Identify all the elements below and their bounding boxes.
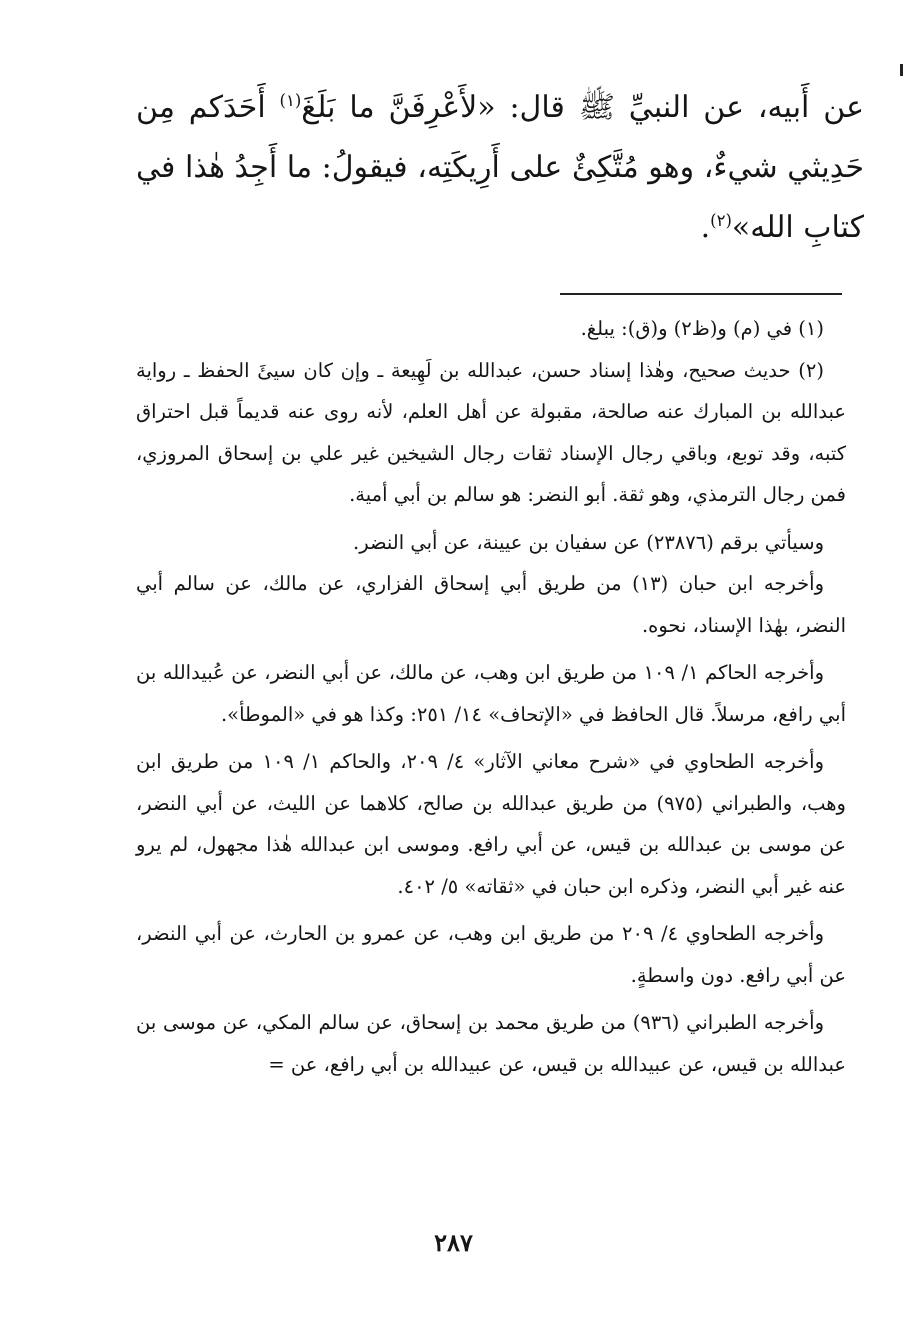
page-number: ٢٨٧: [434, 1228, 473, 1257]
hadith-text-end: .: [700, 210, 711, 245]
footnote-paragraph: وأخرجه الطحاوي في «شرح معاني الآثار» ٤/ ٢٠٩، والحاكم ١/ ١٠٩ من طريق ابن وهب، والطبراني (٩٧٥) من طريق عبدالله بن صالح، كلاهما عن الليث، عن أبي النضر، عن موسى بن عبدالله بن قيس، عن أبي رافع. وموسى ابن عبدالله هٰذا مجهول، لم يرو عنه غير أبي النضر، وذكره ابن حبان في «ثقاته» ٥/ ٤٠٢.: [136, 750, 846, 898]
footnote-paragraph: وسيأتي برقم (٢٣٨٧٦) عن سفيان بن عيينة، عن أبي النضر.: [353, 530, 824, 554]
hadith-paragraph: [136, 78, 864, 258]
hadith-text: [136, 78, 864, 258]
footnote-paragraph: وأخرجه الطبراني (٩٣٦) من طريق محمد بن إسحاق، عن سالم المكي، عن موسى بن عبدالله بن قيس، عن عبيدالله بن قيس، عن عبيدالله بن أبي رافع، عن =: [136, 1011, 846, 1076]
footnote-separator: [560, 293, 842, 295]
footnote-1: (١) في (م) و(ظ٢) و(ق): يبلغ.: [580, 317, 824, 340]
footnote-ref-1: (١): [279, 91, 302, 110]
hadith-text-part-2: أَحَدَكم مِن حَدِيثي شيءٌ، وهو مُتَّكِئٌ على أَرِيكَتِه، فيقولُ: ما أَجِدُ هٰذا في كتابِ الله»: [136, 90, 864, 245]
hadith-text-part-1: عن أَبيه، عن النبيِّ ﷺ قال: «لأَعْرِفَنَّ ما بَلَغَ: [301, 90, 864, 125]
footnotes: [136, 308, 846, 1085]
footnote-paragraph: وأخرجه الطحاوي ٤/ ٢٠٩ من طريق ابن وهب، عن عمرو بن الحارث، عن أبي النضر، عن أبي رافع. دون واسطةٍ.: [136, 922, 846, 987]
page-edge-mark: [900, 64, 903, 76]
footnote-paragraph: وأخرجه ابن حبان (١٣) من طريق أبي إسحاق الفزاري، عن مالك، عن سالم أبي النضر، بهٰذا الإسناد، نحوه.: [136, 572, 846, 637]
footnote-ref-2: (٢): [710, 211, 732, 230]
footnote-2: (٢) حديث صحيح، وهٰذا إسناد حسن، عبدالله بن لَهِيعة ـ وإن كان سيئَ الحفظ ـ رواية عبدالله بن المبارك عنه صالحة، مقبولة عن أهل العلم، لأنه روى عنه قديماً قبل احتراق كتبه، وقد توبع، وباقي رجال الإسناد ثقات رجال الشيخين غير علي بن إسحاق المروزي، فمن رجال الترمذي، وهو ثقة. أبو النضر: هو سالم بن أبي أمية.: [136, 358, 846, 506]
footnote-paragraph: وأخرجه الحاكم ١/ ١٠٩ من طريق ابن وهب، عن مالك، عن أبي النضر، عن عُبيدالله بن أبي رافع، مرسلاً. قال الحافظ في «الإتحاف» ١٤/ ٢٥١: وكذا هو في «الموطأ».: [136, 661, 846, 726]
